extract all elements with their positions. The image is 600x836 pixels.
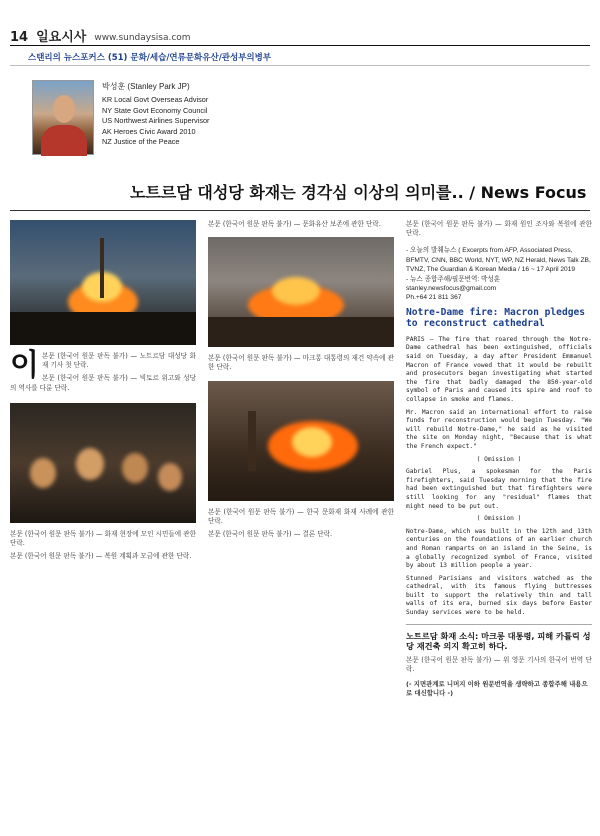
author-name: 박성훈 (Stanley Park JP) — [102, 82, 190, 91]
english-paragraph: Notre-Dame, which was built in the 12th and 13th centuries on the foundations of an earlier church and Roman ramparts on an island in the Seine, is a globally recognized symbol of France, visited by about 13 million people a year. — [406, 527, 592, 570]
sources-line[interactable]: - 뉴스 종합주해/필문번역: 박성훈 stanley.newsfocus@gmail.com — [406, 275, 501, 293]
photo-burning-roof — [208, 381, 394, 501]
body-paragraph: 본문 (한국어 원문 판독 불가) — 한국 문화재 화재 사례에 관한 단락. — [208, 507, 394, 525]
english-paragraph: PARIS — The fire that roared through the Notre-Dame cathedral has been extinguished, officials said on Tuesday, a day after President Emmanuel Macron of France vowed that it would be rebuilt and prosecutors began investigating what started the fire that badly damaged the 850-year-old symbol of Paris and caused its spire and roof to collapse in smoke and flames. — [406, 335, 592, 403]
credential-line: US Northwest Airlines Supervisor — [102, 116, 210, 126]
sources-line: Ph.+64 21 811 367 — [406, 294, 462, 302]
omission-marker: ( Omission ) — [476, 515, 522, 523]
body-paragraph: 본문 (한국어 원문 판독 불가) — 복원 계획과 모금에 관한 단락. — [10, 552, 192, 561]
credential-line: AK Heroes Civic Award 2010 — [102, 126, 196, 136]
article-headline: 노트르담 대성당 화재는 경각심 이상의 의미를.. / News Focus — [130, 183, 587, 202]
site-url[interactable]: www.sundaysisa.com — [94, 33, 191, 43]
credential-line: NZ Justice of the Peace — [102, 137, 180, 147]
column-title-bar — [10, 48, 590, 66]
headline-divider — [10, 210, 590, 211]
body-paragraph: 본문 (한국어 원문 판독 불가) — 문화유산 보존에 관한 단락. — [208, 220, 381, 228]
credential-line: NY State Govt Economy Council — [102, 105, 208, 115]
body-paragraph: 본문 (한국어 원문 판독 불가) — 화재 원인 조사와 복원에 관한 단락. — [406, 220, 592, 238]
english-paragraph: Stunned Parisians and visitors watched as the cathedral, with its famous flying buttresses built to support the relatively thin and tall walls of its era, burned six days before Easter Sunday services were to be held. — [406, 574, 592, 617]
editor-note: (- 지면관계로 니머지 이하 원문번역을 생략하고 종합주해 내용으로 대신합니다 -) — [406, 680, 588, 698]
body-paragraph: 본문 (한국어 원문 판독 불가) — 결론 단락. — [208, 530, 333, 539]
page-number: 14 — [10, 30, 29, 45]
credential-line: KR Local Govt Overseas Advisor — [102, 95, 209, 105]
paper-name: 일요시사 — [36, 30, 87, 45]
photo-cathedral-smoke — [208, 237, 394, 347]
drop-cap: 이 — [10, 348, 39, 383]
column-3 — [406, 220, 592, 698]
column-1 — [10, 220, 196, 565]
column-2 — [208, 220, 394, 543]
author-photo-face — [53, 95, 75, 123]
english-paragraph: Gabriel Plus, a spokesman for the Paris firefighters, said Tuesday morning that the fire had been extinguished but that firefighters were still looking for any "residual" flames that might need to be put out. — [406, 468, 592, 510]
photo-crowd-watching — [10, 403, 196, 523]
english-paragraph: Mr. Macron said an international effort to raise funds for reconstruction would begin Tuesday. "We will rebuild Notre-Dame," he said as he visited the site on Monday night, "Because that is what the French expect." — [406, 408, 592, 450]
translation-subtitle: 노트르담 화재 소식: 마크롱 대통령, 피해 카톨릭 성당 재건축 의지 확고히 하다. — [406, 624, 592, 652]
photo-cathedral-fire-night — [10, 220, 196, 345]
body-paragraph: 이본문 (한국어 원문 판독 불가) — 노트르담 대성당 화재 기사 첫 단락. — [10, 348, 196, 383]
author-credentials — [102, 82, 302, 147]
omission-marker: ( Omission ) — [476, 455, 522, 463]
column-title: 스탠리의 뉴스포커스 (51) 문화/세습/연류문화유산/관성부의병부 — [28, 52, 272, 63]
english-article-title: Notre-Dame fire: Macron pledges to reconstruct cathedral — [406, 306, 586, 330]
body-paragraph: 본문 (한국어 원문 판독 불가) — 화재 현장에 모인 시민들에 관한 단락. — [10, 529, 196, 548]
sources-block — [406, 246, 592, 302]
author-photo — [32, 80, 94, 155]
body-paragraph: 본문 (한국어 원문 판독 불가) — 위 영문 기사의 한국어 번역 단락. — [406, 655, 592, 673]
running-header — [10, 26, 590, 46]
body-paragraph: 본문 (한국어 원문 판독 불가) — 마크롱 대통령의 재건 약속에 관한 단락. — [208, 354, 394, 372]
sources-line: - 오늘의 발췌뉴스 ( Excerpts from AFP, Associated Press, BFMTV, CNN, BBC World, NYT, WP, NZ Herald, News Talk ZB, TVNZ, The Guardian & Korean Media / 16 ~ 17 April 2019 — [406, 247, 591, 274]
body-paragraph: 본문 (한국어 원문 판독 불가) — 빅토르 위고와 성당의 역사를 다룬 단락. — [10, 374, 196, 392]
english-article — [406, 336, 592, 618]
author-photo-shirt — [41, 125, 87, 156]
